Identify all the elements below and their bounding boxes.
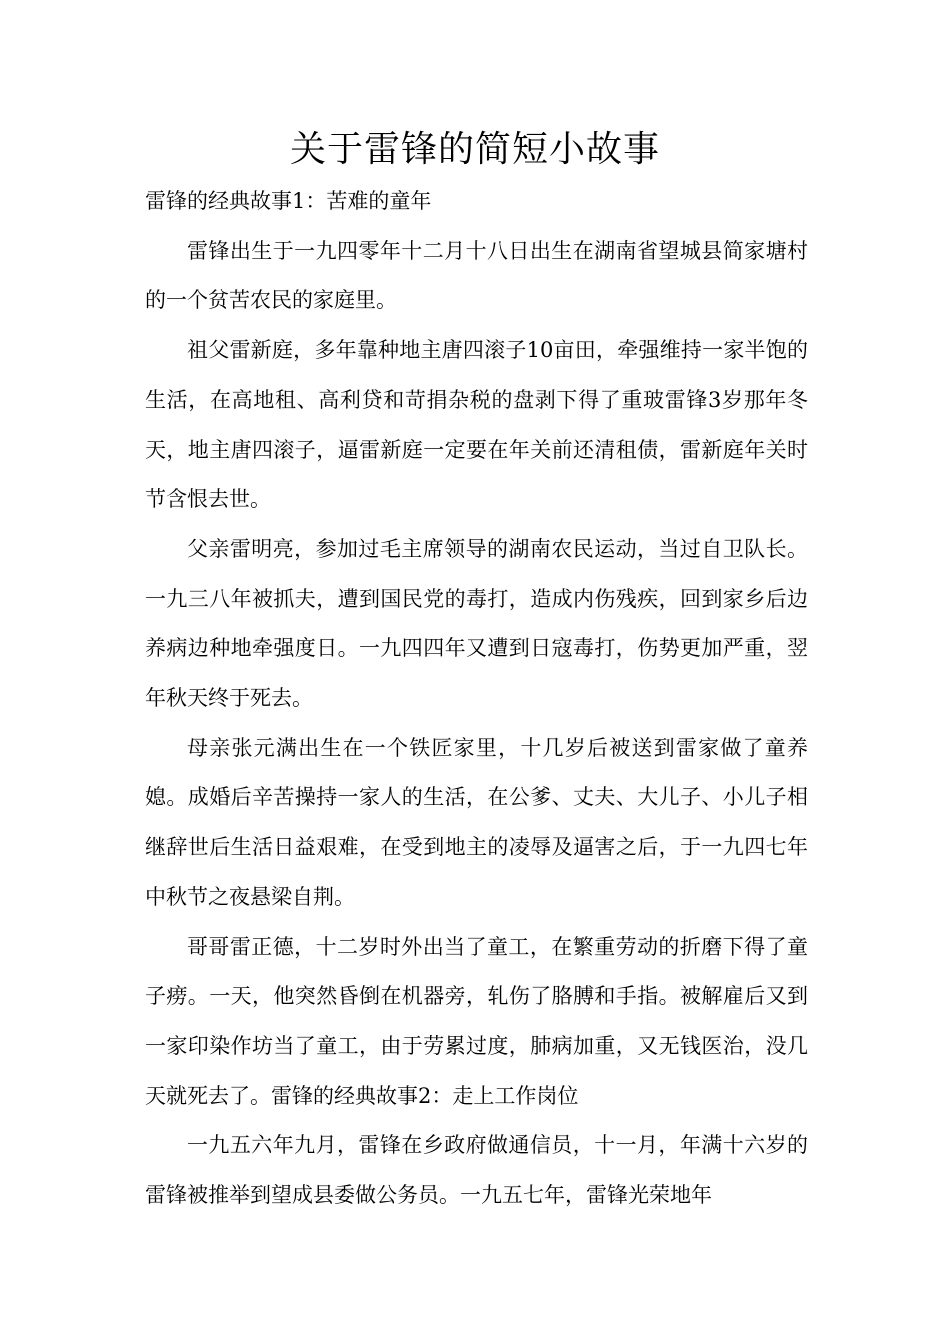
document-body <box>145 177 808 1221</box>
paragraph-brother: 哥哥雷正德，十二岁时外出当了童工，在繁重劳动的折磨下得了童子痨。一天，他突然昏倒在机器旁，轧伤了胳膊和手指。被解雇后又到一家印染作坊当了童工，由于劳累过度，肺病加重，又无钱医治，没几天就死去了。雷锋的经典故事2：走上工作岗位 <box>145 934 808 1108</box>
document-title: 关于雷锋的简短小故事 <box>289 129 660 170</box>
paragraph-mother: 母亲张元满出生在一个铁匠家里，十几岁后被送到雷家做了童养媳。成婚后辛苦操持一家人的生活，在公爹、丈夫、大儿子、小儿子相继辞世后生活日益艰难，在受到地主的凌辱及逼害之后，于一九四七年中秋节之夜悬梁自荆。 <box>145 735 808 909</box>
paragraph-heading-story-1: 雷锋的经典故事1：苦难的童年 <box>145 189 432 213</box>
paragraph-work: 一九五六年九月，雷锋在乡政府做通信员，十一月，年满十六岁的雷锋被推举到望成县委做公务员。一九五七年，雷锋光荣地年 <box>145 1133 808 1208</box>
paragraph-birth: 雷锋出生于一九四零年十二月十八日出生在湖南省望城县简家塘村的一个贫苦农民的家庭里。 <box>145 238 808 313</box>
paragraph-grandfather: 祖父雷新庭，多年靠种地主唐四滚子10亩田，牵强维持一家半饱的生活，在高地租、高利贷和苛捐杂税的盘剥下得了重玻雷锋3岁那年冬天，地主唐四滚子，逼雷新庭一定要在年关前还清租债，雷新庭年关时节含恨去世。 <box>145 338 808 512</box>
paragraph-father: 父亲雷明亮，参加过毛主席领导的湖南农民运动，当过自卫队长。一九三八年被抓夫，遭到国民党的毒打，造成内伤残疾，回到家乡后边养病边种地牵强度日。一九四四年又遭到日寇毒打，伤势更加严重，翌年秋天终于死去。 <box>145 536 808 711</box>
